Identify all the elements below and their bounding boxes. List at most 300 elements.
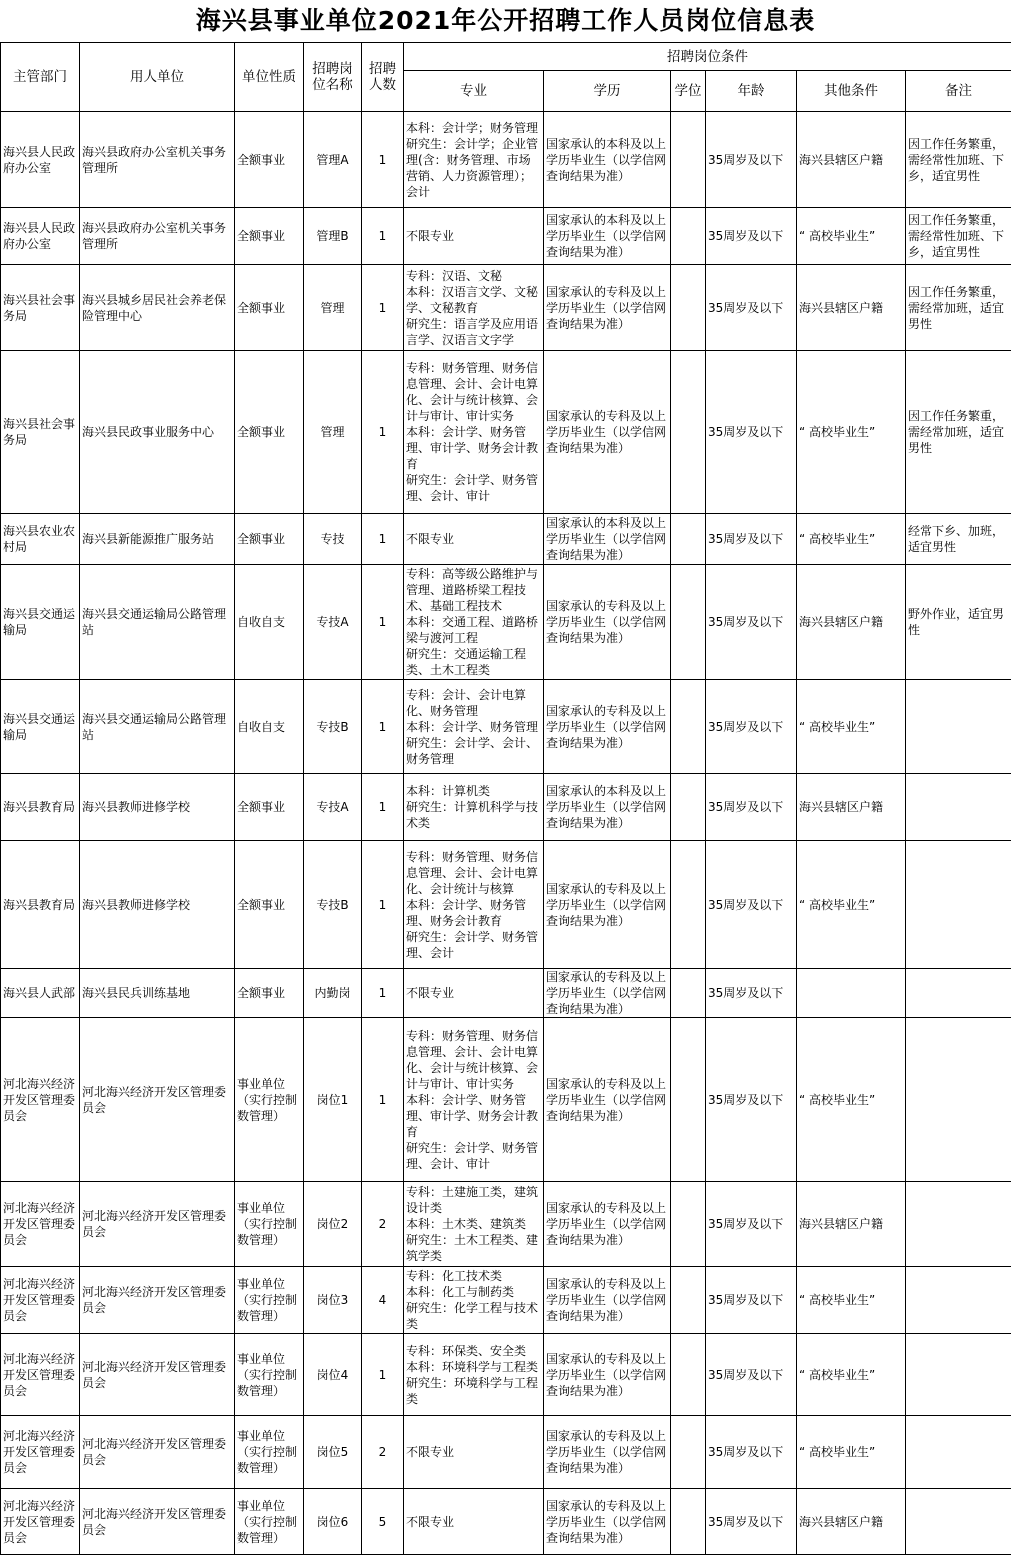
cell-count-text: 1 <box>378 1092 387 1107</box>
cell-count-text: 1 <box>378 1367 387 1382</box>
cell-remark <box>906 841 1011 969</box>
cell-employer-text: 海兴县民政事业服务中心 <box>82 425 215 439</box>
cell-education <box>544 112 671 208</box>
cell-other <box>797 680 906 774</box>
cell-employer <box>80 514 235 565</box>
cell-nature <box>235 265 304 351</box>
cell-major-text: 本科：会计学；财务管理 研究生：会计学；企业管理(含：财务管理、市场营销、人力资源管理）；会计 <box>406 120 539 199</box>
cell-major-text: 专科：环保类、安全类 本科：环境科学与工程类 研究生：环境科学与工程类 <box>406 1343 539 1406</box>
cell-position-text: 岗位2 <box>316 1217 349 1231</box>
cell-position <box>304 208 362 265</box>
cell-other-text: “ 高校毕业生” <box>799 425 876 439</box>
cell-age <box>706 565 797 680</box>
cell-age-text: 35周岁及以下 <box>708 615 784 629</box>
header-remark: 备注 <box>906 71 1011 112</box>
cell-education <box>544 1267 671 1334</box>
cell-other-text: “ 高校毕业生” <box>799 1445 876 1459</box>
cell-employer <box>80 841 235 969</box>
cell-nature-text: 事业单位（实行控制数管理） <box>237 1201 298 1247</box>
cell-remark <box>906 1018 1011 1182</box>
cell-degree <box>671 1267 706 1334</box>
cell-count <box>362 1018 404 1182</box>
cell-remark-text: 因工作任务繁重，需经常加班，适宜男性 <box>908 409 1005 455</box>
cell-major-text: 专科：化工技术类 本科：化工与制药类 研究生：化学工程与技术类 <box>406 1269 539 1331</box>
cell-other <box>797 969 906 1018</box>
cell-count-text: 1 <box>378 300 387 315</box>
cell-degree <box>671 208 706 265</box>
table-row <box>1 565 1011 680</box>
cell-education-text: 国家承认的本科及以上学历毕业生（以学信网查询结果为准） <box>546 784 667 830</box>
cell-dept <box>1 841 80 969</box>
cell-degree <box>671 1018 706 1182</box>
cell-count <box>362 265 404 351</box>
cell-dept <box>1 774 80 841</box>
cell-dept-text: 河北海兴经济开发区管理委员会 <box>3 1076 76 1123</box>
cell-education-text: 国家承认的专科及以上学历毕业生（以学信网查询结果为准） <box>546 284 667 331</box>
cell-degree <box>671 112 706 208</box>
cell-dept-text: 河北海兴经济开发区管理委员会 <box>3 1201 76 1247</box>
cell-position-text: 岗位4 <box>316 1367 349 1382</box>
cell-other <box>797 351 906 514</box>
cell-major <box>404 565 544 680</box>
cell-degree <box>671 1334 706 1416</box>
cell-count <box>362 680 404 774</box>
cell-position <box>304 1489 362 1555</box>
cell-age <box>706 1416 797 1489</box>
cell-employer-text: 河北海兴经济开发区管理委员会 <box>82 1506 227 1537</box>
cell-count-text: 2 <box>378 1217 387 1231</box>
cell-employer <box>80 1182 235 1267</box>
cell-count <box>362 112 404 208</box>
cell-remark <box>906 680 1011 774</box>
cell-degree <box>671 1489 706 1555</box>
cell-employer <box>80 351 235 514</box>
table-row <box>1 1416 1011 1489</box>
table-row <box>1 841 1011 969</box>
cell-other-text: “ 高校毕业生” <box>799 229 876 243</box>
cell-other <box>797 841 906 969</box>
cell-nature-text: 全额事业 <box>237 532 286 546</box>
cell-position-text: 管理 <box>320 425 345 439</box>
cell-dept <box>1 514 80 565</box>
cell-other <box>797 1334 906 1416</box>
cell-employer-text: 河北海兴经济开发区管理委员会 <box>82 1084 227 1115</box>
cell-position <box>304 112 362 208</box>
header-nature: 单位性质 <box>235 43 304 112</box>
cell-remark <box>906 1416 1011 1489</box>
cell-education-text: 国家承认的专科及以上学历毕业生（以学信网查询结果为准） <box>546 1351 667 1398</box>
cell-dept <box>1 565 80 680</box>
cell-education <box>544 514 671 565</box>
cell-employer <box>80 565 235 680</box>
cell-count <box>362 1416 404 1489</box>
cell-age-text: 35周岁及以下 <box>708 1445 784 1459</box>
cell-other-text: “ 高校毕业生” <box>799 719 876 734</box>
table-row <box>1 1334 1011 1416</box>
cell-other <box>797 265 906 351</box>
table-header <box>1 43 1011 112</box>
cell-dept <box>1 351 80 514</box>
cell-employer <box>80 774 235 841</box>
page-title: 海兴县事业单位2021年公开招聘工作人员岗位信息表 <box>195 6 816 35</box>
cell-count-text: 4 <box>378 1293 387 1307</box>
cell-other <box>797 565 906 680</box>
cell-major-text: 不限专业 <box>406 1445 455 1459</box>
cell-major-text: 专科：土建施工类，建筑设计类 本科：土木类、建筑类 研究生：土木工程类、建筑学类 <box>406 1185 539 1263</box>
cell-position <box>304 565 362 680</box>
cell-remark <box>906 1489 1011 1555</box>
cell-other <box>797 514 906 565</box>
cell-employer-text: 海兴县城乡居民社会养老保险管理中心 <box>82 292 227 323</box>
cell-education-text: 国家承认的专科及以上学历毕业生（以学信网查询结果为准） <box>546 1076 667 1123</box>
table-body <box>1 112 1011 1555</box>
cell-dept-text: 海兴县农业农村局 <box>3 524 76 554</box>
cell-dept <box>1 208 80 265</box>
cell-major <box>404 1018 544 1182</box>
cell-nature-text: 事业单位（实行控制数管理） <box>237 1076 298 1123</box>
cell-count-text: 2 <box>378 1445 387 1459</box>
cell-dept <box>1 1334 80 1416</box>
cell-count-text: 1 <box>378 719 387 734</box>
cell-other <box>797 1018 906 1182</box>
cell-degree <box>671 265 706 351</box>
cell-position <box>304 1018 362 1182</box>
cell-age <box>706 969 797 1018</box>
cell-remark <box>906 351 1011 514</box>
cell-age-text: 35周岁及以下 <box>708 719 784 734</box>
cell-nature <box>235 1489 304 1555</box>
cell-dept-text: 河北海兴经济开发区管理委员会 <box>3 1498 76 1545</box>
cell-education <box>544 1489 671 1555</box>
table-row <box>1 351 1011 514</box>
cell-employer <box>80 1018 235 1182</box>
cell-age <box>706 1018 797 1182</box>
cell-position-text: 管理B <box>316 229 349 243</box>
cell-degree <box>671 351 706 514</box>
cell-nature <box>235 514 304 565</box>
cell-major-text: 不限专业 <box>406 229 455 243</box>
cell-dept <box>1 1267 80 1334</box>
cell-position <box>304 265 362 351</box>
cell-nature-text: 全额事业 <box>237 229 286 243</box>
cell-nature-text: 全额事业 <box>237 986 286 1000</box>
cell-major-text: 本科：计算机类 研究生：计算机科学与技术类 <box>406 784 539 830</box>
cell-nature-text: 全额事业 <box>237 800 286 814</box>
cell-dept-text: 海兴县交通运输局 <box>3 607 76 637</box>
cell-remark-text: 因工作任务繁重，需经常性加班、下乡，适宜男性 <box>908 213 1005 259</box>
cell-nature-text: 事业单位（实行控制数管理） <box>237 1277 298 1323</box>
cell-dept <box>1 1018 80 1182</box>
cell-nature <box>235 1018 304 1182</box>
cell-dept <box>1 680 80 774</box>
cell-other-text: 海兴县辖区户籍 <box>799 615 884 629</box>
cell-education <box>544 680 671 774</box>
cell-major-text: 专科：会计、会计电算化、财务管理 本科：会计学、财务管理 研究生：会计学、会计、财务管理 <box>406 687 539 766</box>
cell-education <box>544 1416 671 1489</box>
cell-remark <box>906 112 1011 208</box>
cell-education-text: 国家承认的专科及以上学历毕业生（以学信网查询结果为准） <box>546 1277 667 1323</box>
cell-other-text: “ 高校毕业生” <box>799 1293 876 1307</box>
table-row <box>1 969 1011 1018</box>
table-row <box>1 112 1011 208</box>
cell-nature <box>235 841 304 969</box>
cell-position-text: 专技B <box>316 719 349 734</box>
cell-position-text: 管理A <box>316 152 349 167</box>
cell-nature-text: 自收自支 <box>237 719 286 734</box>
cell-dept <box>1 112 80 208</box>
cell-degree <box>671 1416 706 1489</box>
cell-nature <box>235 112 304 208</box>
cell-count <box>362 514 404 565</box>
header-age: 年龄 <box>706 71 797 112</box>
table-row <box>1 1182 1011 1267</box>
cell-remark-text: 因工作任务繁重，需经常加班，适宜男性 <box>908 284 1005 331</box>
cell-count <box>362 351 404 514</box>
cell-age <box>706 1182 797 1267</box>
cell-major <box>404 208 544 265</box>
cell-employer-text: 海兴县教师进修学校 <box>82 800 191 814</box>
cell-age-text: 35周岁及以下 <box>708 986 784 1000</box>
table-row <box>1 774 1011 841</box>
cell-remark <box>906 565 1011 680</box>
cell-age-text: 35周岁及以下 <box>708 1293 784 1307</box>
cell-dept <box>1 969 80 1018</box>
cell-position-text: 专技 <box>320 532 345 546</box>
cell-count-text: 1 <box>378 425 387 439</box>
cell-position-text: 专技A <box>316 800 349 814</box>
table-row <box>1 514 1011 565</box>
cell-employer-text: 海兴县民兵训练基地 <box>82 986 191 1000</box>
cell-major-text: 专科：财务管理、财务信息管理、会计、会计电算化、会计统计与核算 本科：会计学、财务管理、财务会计教育 研究生：会计学、财务管理、会计 <box>406 849 539 960</box>
cell-age <box>706 1489 797 1555</box>
cell-other-text: 海兴县辖区户籍 <box>799 300 884 315</box>
cell-position <box>304 841 362 969</box>
cell-age <box>706 265 797 351</box>
cell-nature-text: 事业单位（实行控制数管理） <box>237 1429 298 1475</box>
cell-count <box>362 1267 404 1334</box>
cell-other <box>797 1489 906 1555</box>
cell-remark <box>906 265 1011 351</box>
cell-other-text: 海兴县辖区户籍 <box>799 800 884 814</box>
cell-employer <box>80 1416 235 1489</box>
cell-employer-text: 海兴县政府办公室机关事务管理所 <box>82 144 227 175</box>
cell-major <box>404 265 544 351</box>
cell-age-text: 35周岁及以下 <box>708 1217 784 1231</box>
table-row <box>1 208 1011 265</box>
cell-dept-text: 河北海兴经济开发区管理委员会 <box>3 1351 76 1398</box>
cell-count <box>362 841 404 969</box>
cell-employer-text: 海兴县新能源推广服务站 <box>82 532 215 546</box>
cell-age <box>706 774 797 841</box>
cell-dept <box>1 1182 80 1267</box>
cell-remark-text: 因工作任务繁重，需经常性加班、下乡，适宜男性 <box>908 136 1005 183</box>
cell-nature <box>235 680 304 774</box>
cell-dept-text: 河北海兴经济开发区管理委员会 <box>3 1429 76 1475</box>
cell-age-text: 35周岁及以下 <box>708 1514 784 1529</box>
cell-dept-text: 海兴县人武部 <box>3 986 76 1000</box>
cell-degree <box>671 680 706 774</box>
cell-count <box>362 565 404 680</box>
cell-position <box>304 1267 362 1334</box>
cell-major <box>404 1334 544 1416</box>
cell-count-text: 1 <box>378 897 387 912</box>
cell-education <box>544 565 671 680</box>
cell-major <box>404 1416 544 1489</box>
cell-age <box>706 680 797 774</box>
cell-employer-text: 海兴县交通运输局公路管理站 <box>82 711 227 742</box>
cell-age-text: 35周岁及以下 <box>708 300 784 315</box>
cell-major <box>404 774 544 841</box>
cell-count-text: 1 <box>378 800 387 814</box>
cell-degree <box>671 841 706 969</box>
cell-dept-text: 海兴县社会事务局 <box>3 292 76 323</box>
cell-education <box>544 265 671 351</box>
cell-position <box>304 774 362 841</box>
cell-age-text: 35周岁及以下 <box>708 1092 784 1107</box>
cell-other <box>797 1182 906 1267</box>
cell-dept-text: 海兴县教育局 <box>3 897 76 912</box>
header-dept: 主管部门 <box>1 43 80 112</box>
cell-education <box>544 774 671 841</box>
cell-other <box>797 1416 906 1489</box>
cell-nature <box>235 1182 304 1267</box>
cell-age-text: 35周岁及以下 <box>708 897 784 912</box>
cell-age <box>706 841 797 969</box>
cell-dept-text: 河北海兴经济开发区管理委员会 <box>3 1277 76 1323</box>
cell-dept-text: 海兴县人民政府办公室 <box>3 221 76 251</box>
cell-education-text: 国家承认的专科及以上学历毕业生（以学信网查询结果为准） <box>546 409 667 455</box>
cell-count <box>362 1489 404 1555</box>
cell-position <box>304 1182 362 1267</box>
cell-remark <box>906 1334 1011 1416</box>
cell-count <box>362 1182 404 1267</box>
cell-education-text: 国家承认的专科及以上学历毕业生（以学信网查询结果为准） <box>546 1498 667 1545</box>
cell-employer-text: 海兴县政府办公室机关事务管理所 <box>82 221 227 251</box>
header-education: 学历 <box>544 71 671 112</box>
cell-nature <box>235 774 304 841</box>
cell-count-text: 1 <box>378 986 387 1000</box>
header-employer: 用人单位 <box>80 43 235 112</box>
header-position: 招聘岗位名称 <box>304 43 362 112</box>
table-row <box>1 1267 1011 1334</box>
cell-employer-text: 河北海兴经济开发区管理委员会 <box>82 1285 227 1315</box>
cell-count-text: 1 <box>378 229 387 243</box>
cell-nature-text: 全额事业 <box>237 152 286 167</box>
cell-age <box>706 208 797 265</box>
cell-dept-text: 海兴县教育局 <box>3 800 76 814</box>
cell-degree <box>671 969 706 1018</box>
cell-other <box>797 1267 906 1334</box>
cell-age-text: 35周岁及以下 <box>708 1367 784 1382</box>
cell-education <box>544 351 671 514</box>
cell-degree <box>671 774 706 841</box>
cell-age <box>706 1334 797 1416</box>
cell-education-text: 国家承认的本科及以上学历毕业生（以学信网查询结果为准） <box>546 516 667 562</box>
cell-nature-text: 事业单位（实行控制数管理） <box>237 1498 298 1545</box>
cell-employer <box>80 969 235 1018</box>
cell-major <box>404 1267 544 1334</box>
cell-other-text: 海兴县辖区户籍 <box>799 152 884 167</box>
cell-major-text: 专科：财务管理、财务信息管理、会计、会计电算化、会计与统计核算、会计与审计、审计实务 本科：会计学、财务管理、审计学、财务会计教育 研究生：会计学、财务管理、会计、审计 <box>406 361 539 503</box>
cell-position-text: 岗位1 <box>316 1092 349 1107</box>
cell-education-text: 国家承认的专科及以上学历毕业生（以学信网查询结果为准） <box>546 1201 667 1247</box>
cell-remark <box>906 1267 1011 1334</box>
cell-nature <box>235 1416 304 1489</box>
cell-employer-text: 河北海兴经济开发区管理委员会 <box>82 1437 227 1467</box>
header-other: 其他条件 <box>797 71 906 112</box>
table-row <box>1 1489 1011 1555</box>
cell-age <box>706 1267 797 1334</box>
cell-dept <box>1 265 80 351</box>
cell-remark <box>906 774 1011 841</box>
cell-major <box>404 841 544 969</box>
cell-degree <box>671 1182 706 1267</box>
cell-remark-text: 经常下乡、加班，适宜男性 <box>908 524 1005 554</box>
cell-nature-text: 自收自支 <box>237 615 286 629</box>
cell-employer <box>80 1334 235 1416</box>
cell-age-text: 35周岁及以下 <box>708 425 784 439</box>
cell-position-text: 专技A <box>316 615 349 629</box>
cell-education <box>544 1018 671 1182</box>
cell-position <box>304 680 362 774</box>
cell-count <box>362 774 404 841</box>
job-info-table <box>0 42 1011 1555</box>
cell-dept <box>1 1416 80 1489</box>
cell-remark <box>906 208 1011 265</box>
cell-nature-text: 全额事业 <box>237 425 286 439</box>
cell-age <box>706 514 797 565</box>
cell-major <box>404 969 544 1018</box>
cell-position-text: 岗位3 <box>316 1293 349 1307</box>
cell-employer <box>80 265 235 351</box>
cell-education-text: 国家承认的本科及以上学历毕业生（以学信网查询结果为准） <box>546 136 667 183</box>
cell-count-text: 5 <box>378 1514 387 1529</box>
cell-remark <box>906 969 1011 1018</box>
cell-major-text: 不限专业 <box>406 986 455 1000</box>
cell-major-text: 专科：财务管理、财务信息管理、会计、会计电算化、会计与统计核算、会计与审计、审计实务 本科：会计学、财务管理、审计学、财务会计教育 研究生：会计学、财务管理、会计、审计 <box>406 1028 539 1171</box>
cell-degree <box>671 514 706 565</box>
cell-major <box>404 1182 544 1267</box>
cell-count <box>362 1334 404 1416</box>
cell-major <box>404 514 544 565</box>
cell-nature-text: 全额事业 <box>237 897 286 912</box>
cell-count-text: 1 <box>378 152 387 167</box>
cell-education-text: 国家承认的专科及以上学历毕业生（以学信网查询结果为准） <box>546 599 667 645</box>
cell-position-text: 岗位6 <box>316 1514 349 1529</box>
cell-major-text: 专科：高等级公路维护与管理、道路桥梁工程技术、基础工程技术 本科：交通工程、道路桥梁与渡河工程 研究生：交通运输工程类、土木工程类 <box>406 567 539 677</box>
cell-nature <box>235 565 304 680</box>
header-conditions: 招聘岗位条件 <box>404 43 1011 71</box>
cell-major-text: 专科：汉语、文秘 本科：汉语言文学、文秘学、文秘教育 研究生：语言学及应用语言学、汉语言文字学 <box>406 268 539 347</box>
cell-employer <box>80 112 235 208</box>
cell-employer <box>80 208 235 265</box>
cell-degree <box>671 565 706 680</box>
cell-education-text: 国家承认的专科及以上学历毕业生（以学信网查询结果为准） <box>546 881 667 928</box>
cell-education <box>544 1334 671 1416</box>
cell-position <box>304 1334 362 1416</box>
cell-education-text: 国家承认的本科及以上学历毕业生（以学信网查询结果为准） <box>546 213 667 259</box>
table-row <box>1 265 1011 351</box>
cell-nature <box>235 1267 304 1334</box>
cell-remark <box>906 514 1011 565</box>
cell-education-text: 国家承认的专科及以上学历毕业生（以学信网查询结果为准） <box>546 970 667 1016</box>
cell-age <box>706 351 797 514</box>
cell-employer-text: 河北海兴经济开发区管理委员会 <box>82 1359 227 1390</box>
cell-other-text: 海兴县辖区户籍 <box>799 1514 884 1529</box>
cell-major <box>404 1489 544 1555</box>
cell-other <box>797 208 906 265</box>
cell-other-text: “ 高校毕业生” <box>799 1367 876 1382</box>
